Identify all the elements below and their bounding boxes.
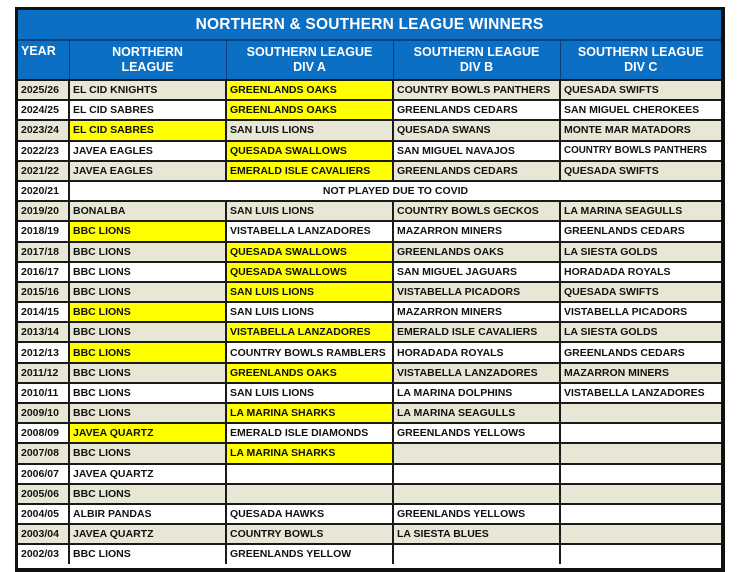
cell-north: BBC LIONS bbox=[69, 342, 226, 362]
cell-year: 2020/21 bbox=[18, 181, 69, 201]
cell-divb: GREENLANDS CEDARS bbox=[393, 100, 560, 120]
cell-divb: GREENLANDS CEDARS bbox=[393, 161, 560, 181]
cell-year: 2018/19 bbox=[18, 221, 69, 241]
cell-divc: MONTE MAR MATADORS bbox=[560, 120, 721, 140]
cell-diva: SAN LUIS LIONS bbox=[226, 302, 393, 322]
cell-diva: QUESADA SWALLOWS bbox=[226, 262, 393, 282]
cell-note: NOT PLAYED DUE TO COVID bbox=[69, 181, 721, 201]
cell-year: 2006/07 bbox=[18, 464, 69, 484]
cell-north: BBC LIONS bbox=[69, 443, 226, 463]
table-row bbox=[18, 242, 721, 262]
table-row bbox=[18, 302, 721, 322]
table-row bbox=[18, 363, 721, 383]
cell-north: BBC LIONS bbox=[69, 484, 226, 504]
cell-diva: EMERALD ISLE CAVALIERS bbox=[226, 161, 393, 181]
cell-north: EL CID KNIGHTS bbox=[69, 80, 226, 100]
league-winners-table-frame bbox=[15, 7, 725, 572]
table-row bbox=[18, 161, 721, 181]
cell-divc bbox=[560, 484, 721, 504]
cell-year: 2015/16 bbox=[18, 282, 69, 302]
cell-divb bbox=[393, 443, 560, 463]
cell-diva: LA MARINA SHARKS bbox=[226, 443, 393, 463]
cell-north: BBC LIONS bbox=[69, 282, 226, 302]
header-label-line1: SOUTHERN LEAGUE bbox=[413, 45, 540, 59]
header-label-line1: SOUTHERN LEAGUE bbox=[577, 45, 704, 59]
cell-diva: GREENLANDS OAKS bbox=[226, 80, 393, 100]
header-label-line1: SOUTHERN LEAGUE bbox=[246, 45, 373, 59]
cell-north: BBC LIONS bbox=[69, 322, 226, 342]
cell-diva: QUESADA SWALLOWS bbox=[226, 141, 393, 161]
cell-diva: COUNTRY BOWLS RAMBLERS bbox=[226, 342, 393, 362]
cell-divc: COUNTRY BOWLS PANTHERS bbox=[560, 141, 721, 161]
cell-diva: LA MARINA SHARKS bbox=[226, 403, 393, 423]
cell-divc: GREENLANDS CEDARS bbox=[560, 221, 721, 241]
cell-year: 2007/08 bbox=[18, 443, 69, 463]
cell-divb: MAZARRON MINERS bbox=[393, 302, 560, 322]
header-northern-league bbox=[69, 40, 226, 80]
table-row bbox=[18, 423, 721, 443]
cell-year: 2016/17 bbox=[18, 262, 69, 282]
league-winners-table bbox=[18, 10, 721, 564]
cell-divc: LA SIESTA GOLDS bbox=[560, 322, 721, 342]
header-label-line2: LEAGUE bbox=[121, 60, 174, 74]
cell-year: 2012/13 bbox=[18, 342, 69, 362]
title-row bbox=[18, 10, 721, 40]
cell-diva: QUESADA HAWKS bbox=[226, 504, 393, 524]
cell-north: BONALBA bbox=[69, 201, 226, 221]
cell-divc: VISTABELLA LANZADORES bbox=[560, 383, 721, 403]
cell-north: BBC LIONS bbox=[69, 242, 226, 262]
cell-year: 2022/23 bbox=[18, 141, 69, 161]
cell-divb: GREENLANDS YELLOWS bbox=[393, 423, 560, 443]
table-row bbox=[18, 504, 721, 524]
table-row bbox=[18, 80, 721, 100]
cell-north: BBC LIONS bbox=[69, 302, 226, 322]
cell-diva: GREENLANDS OAKS bbox=[226, 100, 393, 120]
header-southern-div-a bbox=[226, 40, 393, 80]
table-body bbox=[18, 80, 721, 564]
cell-divb: HORADADA ROYALS bbox=[393, 342, 560, 362]
cell-diva: SAN LUIS LIONS bbox=[226, 282, 393, 302]
cell-divc: GREENLANDS CEDARS bbox=[560, 342, 721, 362]
cell-diva: VISTABELLA LANZADORES bbox=[226, 322, 393, 342]
cell-diva: SAN LUIS LIONS bbox=[226, 120, 393, 140]
table-row bbox=[18, 221, 721, 241]
cell-divc: MAZARRON MINERS bbox=[560, 363, 721, 383]
cell-divb: COUNTRY BOWLS PANTHERS bbox=[393, 80, 560, 100]
cell-divb: LA SIESTA BLUES bbox=[393, 524, 560, 544]
table-row bbox=[18, 262, 721, 282]
cell-north: JAVEA EAGLES bbox=[69, 161, 226, 181]
cell-north: BBC LIONS bbox=[69, 221, 226, 241]
table-row bbox=[18, 201, 721, 221]
cell-diva: EMERALD ISLE DIAMONDS bbox=[226, 423, 393, 443]
table-row bbox=[18, 342, 721, 362]
cell-north: JAVEA QUARTZ bbox=[69, 423, 226, 443]
cell-divb: COUNTRY BOWLS GECKOS bbox=[393, 201, 560, 221]
cell-divb: QUESADA SWANS bbox=[393, 120, 560, 140]
header-year bbox=[18, 40, 69, 80]
cell-divc bbox=[560, 504, 721, 524]
table-row bbox=[18, 120, 721, 140]
cell-diva: SAN LUIS LIONS bbox=[226, 383, 393, 403]
cell-divb: SAN MIGUEL NAVAJOS bbox=[393, 141, 560, 161]
cell-divb: VISTABELLA PICADORS bbox=[393, 282, 560, 302]
cell-divb bbox=[393, 464, 560, 484]
cell-divb bbox=[393, 544, 560, 563]
cell-divc bbox=[560, 423, 721, 443]
cell-diva: COUNTRY BOWLS bbox=[226, 524, 393, 544]
cell-divc: QUESADA SWIFTS bbox=[560, 282, 721, 302]
cell-north: BBC LIONS bbox=[69, 262, 226, 282]
cell-year: 2021/22 bbox=[18, 161, 69, 181]
cell-north: JAVEA QUARTZ bbox=[69, 524, 226, 544]
cell-year: 2017/18 bbox=[18, 242, 69, 262]
header-label-line1: NORTHERN bbox=[112, 45, 183, 59]
header-year-label: YEAR bbox=[21, 44, 56, 58]
cell-year: 2005/06 bbox=[18, 484, 69, 504]
header-label-line2: DIV A bbox=[293, 60, 326, 74]
cell-divb: VISTABELLA LANZADORES bbox=[393, 363, 560, 383]
cell-diva: GREENLANDS YELLOW bbox=[226, 544, 393, 563]
cell-year: 2013/14 bbox=[18, 322, 69, 342]
cell-divc: LA MARINA SEAGULLS bbox=[560, 201, 721, 221]
header-southern-div-c bbox=[560, 40, 721, 80]
cell-north: JAVEA QUARTZ bbox=[69, 464, 226, 484]
cell-divc: VISTABELLA PICADORS bbox=[560, 302, 721, 322]
cell-north: BBC LIONS bbox=[69, 403, 226, 423]
cell-year: 2023/24 bbox=[18, 120, 69, 140]
cell-divc: QUESADA SWIFTS bbox=[560, 161, 721, 181]
table-title: NORTHERN & SOUTHERN LEAGUE WINNERS bbox=[18, 10, 721, 40]
cell-year: 2024/25 bbox=[18, 100, 69, 120]
cell-north: BBC LIONS bbox=[69, 383, 226, 403]
cell-diva bbox=[226, 464, 393, 484]
cell-divb: GREENLANDS OAKS bbox=[393, 242, 560, 262]
cell-divc bbox=[560, 544, 721, 563]
header-label-line2: DIV B bbox=[459, 60, 494, 74]
cell-north: BBC LIONS bbox=[69, 363, 226, 383]
cell-divc bbox=[560, 403, 721, 423]
table-row bbox=[18, 181, 721, 201]
cell-diva bbox=[226, 484, 393, 504]
cell-year: 2009/10 bbox=[18, 403, 69, 423]
cell-divc: HORADADA ROYALS bbox=[560, 262, 721, 282]
cell-divc: LA SIESTA GOLDS bbox=[560, 242, 721, 262]
cell-north: JAVEA EAGLES bbox=[69, 141, 226, 161]
cell-year: 2002/03 bbox=[18, 544, 69, 563]
table-row bbox=[18, 403, 721, 423]
cell-divc bbox=[560, 464, 721, 484]
table-row bbox=[18, 443, 721, 463]
cell-north: BBC LIONS bbox=[69, 544, 226, 563]
table-row bbox=[18, 544, 721, 563]
cell-year: 2004/05 bbox=[18, 504, 69, 524]
cell-year: 2019/20 bbox=[18, 201, 69, 221]
table-row bbox=[18, 484, 721, 504]
cell-divb: GREENLANDS YELLOWS bbox=[393, 504, 560, 524]
header-label-line2: DIV C bbox=[624, 60, 658, 74]
cell-divc: SAN MIGUEL CHEROKEES bbox=[560, 100, 721, 120]
table-row bbox=[18, 282, 721, 302]
cell-divb: LA MARINA DOLPHINS bbox=[393, 383, 560, 403]
header-southern-div-b bbox=[393, 40, 560, 80]
cell-diva: SAN LUIS LIONS bbox=[226, 201, 393, 221]
cell-divc bbox=[560, 524, 721, 544]
cell-divc: QUESADA SWIFTS bbox=[560, 80, 721, 100]
cell-diva: GREENLANDS OAKS bbox=[226, 363, 393, 383]
cell-diva: VISTABELLA LANZADORES bbox=[226, 221, 393, 241]
cell-divb: EMERALD ISLE CAVALIERS bbox=[393, 322, 560, 342]
table-row bbox=[18, 322, 721, 342]
cell-year: 2008/09 bbox=[18, 423, 69, 443]
table-row bbox=[18, 141, 721, 161]
cell-year: 2014/15 bbox=[18, 302, 69, 322]
cell-year: 2011/12 bbox=[18, 363, 69, 383]
table-row bbox=[18, 383, 721, 403]
cell-divb: LA MARINA SEAGULLS bbox=[393, 403, 560, 423]
cell-north: EL CID SABRES bbox=[69, 120, 226, 140]
cell-divb: SAN MIGUEL JAGUARS bbox=[393, 262, 560, 282]
cell-year: 2010/11 bbox=[18, 383, 69, 403]
table-row bbox=[18, 100, 721, 120]
cell-diva: QUESADA SWALLOWS bbox=[226, 242, 393, 262]
cell-year: 2003/04 bbox=[18, 524, 69, 544]
cell-divb bbox=[393, 484, 560, 504]
table-row bbox=[18, 464, 721, 484]
cell-north: ALBIR PANDAS bbox=[69, 504, 226, 524]
cell-divb: MAZARRON MINERS bbox=[393, 221, 560, 241]
cell-year: 2025/26 bbox=[18, 80, 69, 100]
header-row bbox=[18, 40, 721, 80]
cell-divc bbox=[560, 443, 721, 463]
table-row bbox=[18, 524, 721, 544]
cell-north: EL CID SABRES bbox=[69, 100, 226, 120]
